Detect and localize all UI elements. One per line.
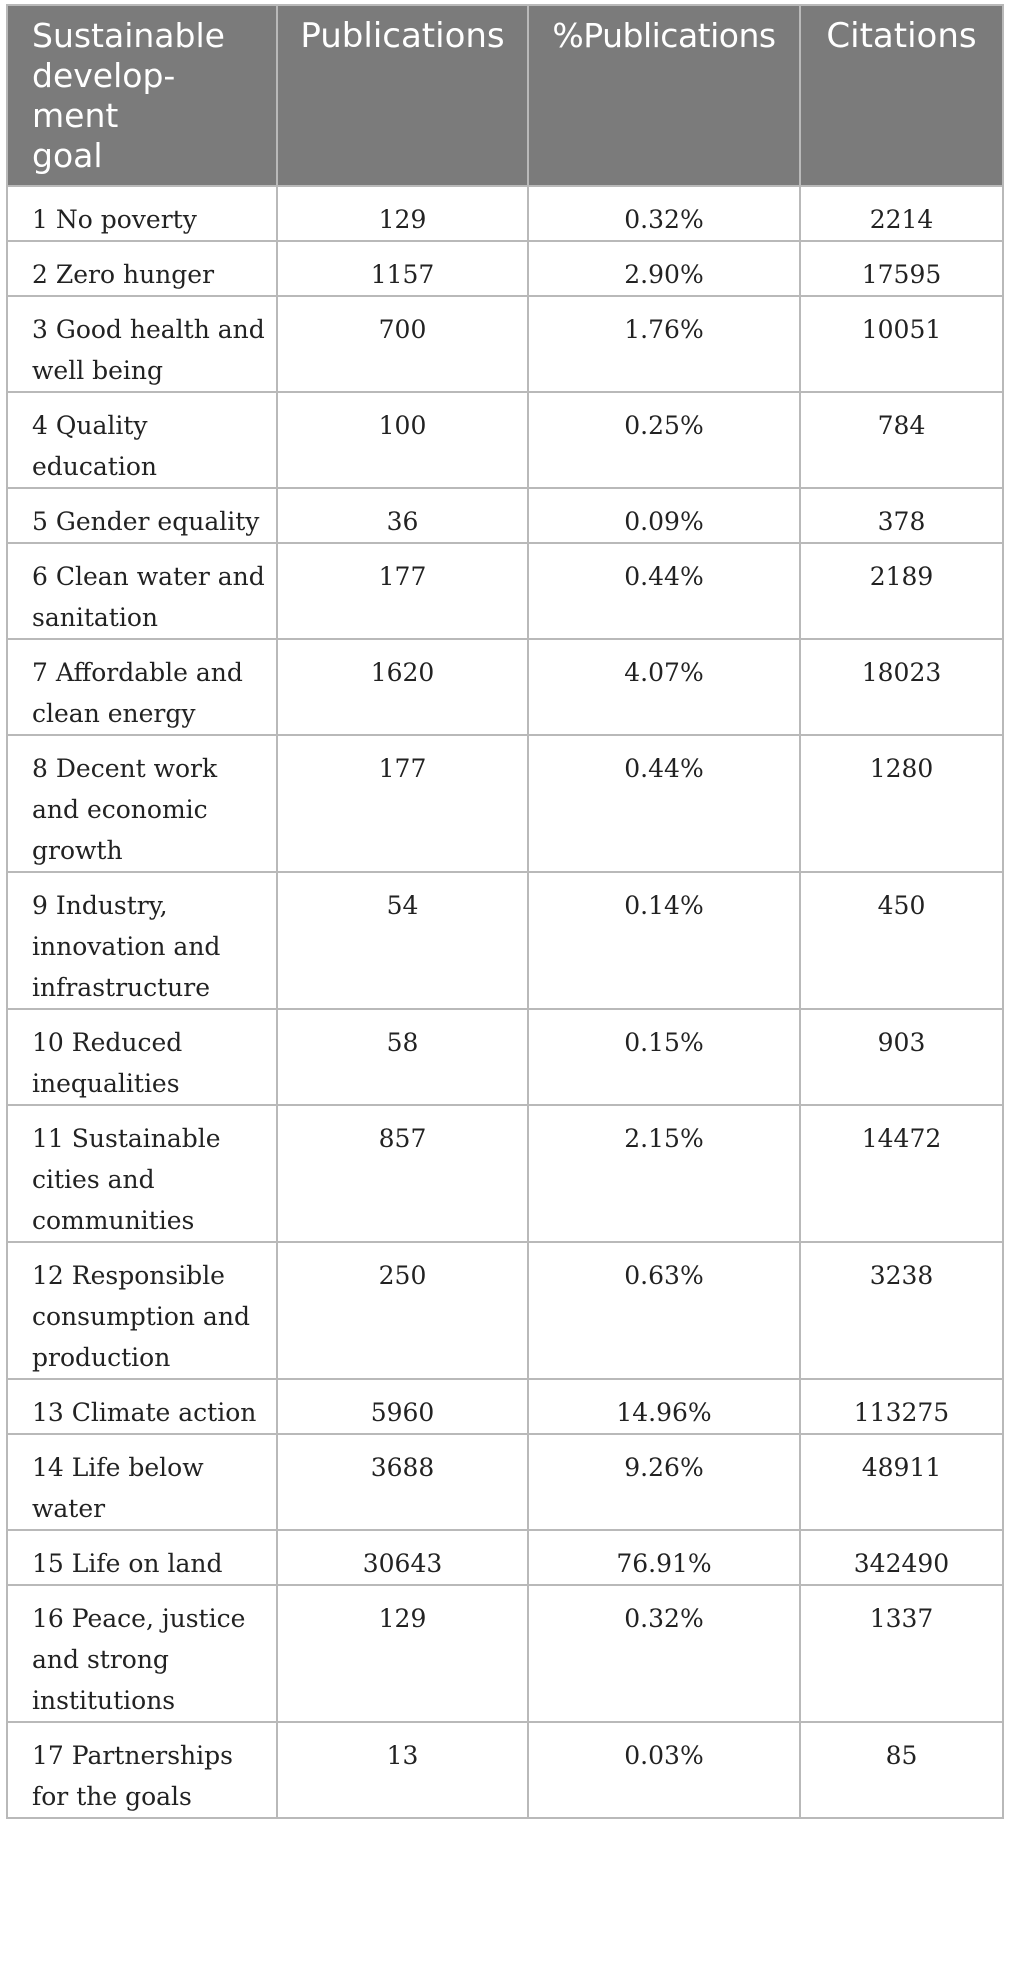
goal-line: and strong: [32, 1645, 169, 1674]
goal-line: infrastructure: [32, 973, 211, 1002]
cell-publications: 177: [277, 543, 528, 639]
goal-line: communities: [32, 1206, 195, 1235]
cell-citations: 1337: [800, 1585, 1003, 1722]
cell-pct-publications: 0.63%: [528, 1242, 800, 1379]
goal-line: well being: [32, 356, 164, 385]
cell-citations: 2214: [800, 186, 1003, 241]
goal-line: 4 Quality: [32, 411, 148, 440]
table-body: [7, 186, 1003, 1818]
table-row: [7, 241, 1003, 296]
cell-citations: 18023: [800, 639, 1003, 735]
cell-publications: 54: [277, 872, 528, 1009]
cell-citations: 10051: [800, 296, 1003, 392]
goal-line: 3 Good health and: [32, 315, 265, 344]
table-row: [7, 639, 1003, 735]
cell-pct-publications: 0.14%: [528, 872, 800, 1009]
goal-line: 11 Sustainable: [32, 1124, 221, 1153]
goal-line: 9 Industry,: [32, 891, 168, 920]
table-row: [7, 296, 1003, 392]
goal-line: 17 Partnerships: [32, 1741, 233, 1770]
goal-line: consumption and: [32, 1302, 250, 1331]
goal-line: for the goals: [32, 1782, 192, 1811]
cell-pct-publications: 0.32%: [528, 1585, 800, 1722]
goal-line: cities and: [32, 1165, 155, 1194]
cell-goal: [7, 1722, 277, 1818]
goal-line: water: [32, 1494, 106, 1523]
cell-goal: [7, 241, 277, 296]
goal-line: institutions: [32, 1686, 176, 1715]
cell-goal: [7, 735, 277, 872]
goal-line: 1 No poverty: [32, 205, 197, 234]
table-row: [7, 1530, 1003, 1585]
cell-goal: [7, 639, 277, 735]
cell-goal: [7, 296, 277, 392]
table-row: [7, 1585, 1003, 1722]
cell-publications: 58: [277, 1009, 528, 1105]
goal-line: 5 Gender equality: [32, 507, 260, 536]
cell-publications: 250: [277, 1242, 528, 1379]
cell-citations: 784: [800, 392, 1003, 488]
goal-line: innovation and: [32, 932, 221, 961]
table-row: [7, 1105, 1003, 1242]
cell-publications: 100: [277, 392, 528, 488]
header-goal-line: ment: [32, 96, 119, 135]
cell-goal: [7, 1530, 277, 1585]
cell-goal: [7, 1379, 277, 1434]
cell-pct-publications: 1.76%: [528, 296, 800, 392]
cell-citations: 342490: [800, 1530, 1003, 1585]
header-publications: Publications: [277, 5, 528, 186]
table-row: [7, 1009, 1003, 1105]
cell-publications: 1157: [277, 241, 528, 296]
header-goal-line: develop-: [32, 56, 176, 95]
table-row: [7, 1434, 1003, 1530]
header-pct-publications: %Publications: [528, 5, 800, 186]
goal-line: education: [32, 452, 157, 481]
cell-citations: 48911: [800, 1434, 1003, 1530]
table-row: [7, 1242, 1003, 1379]
table-row: [7, 392, 1003, 488]
goal-line: 7 Affordable and: [32, 658, 243, 687]
sdg-publications-table: [6, 4, 1004, 1819]
cell-pct-publications: 0.25%: [528, 392, 800, 488]
cell-citations: 903: [800, 1009, 1003, 1105]
cell-goal: [7, 186, 277, 241]
cell-publications: 30643: [277, 1530, 528, 1585]
goal-line: 13 Climate action: [32, 1398, 257, 1427]
cell-goal: [7, 488, 277, 543]
cell-publications: 857: [277, 1105, 528, 1242]
cell-citations: 14472: [800, 1105, 1003, 1242]
goal-line: inequalities: [32, 1069, 180, 1098]
goal-line: 15 Life on land: [32, 1549, 223, 1578]
cell-goal: [7, 392, 277, 488]
cell-citations: 1280: [800, 735, 1003, 872]
table-row: [7, 186, 1003, 241]
cell-pct-publications: 0.03%: [528, 1722, 800, 1818]
header-row: [7, 5, 1003, 186]
cell-citations: 85: [800, 1722, 1003, 1818]
cell-publications: 129: [277, 186, 528, 241]
header-goal-line: goal: [32, 136, 103, 175]
table-row: [7, 1722, 1003, 1818]
table-header: [7, 5, 1003, 186]
cell-goal: [7, 872, 277, 1009]
cell-goal: [7, 543, 277, 639]
cell-citations: 17595: [800, 241, 1003, 296]
cell-pct-publications: 0.15%: [528, 1009, 800, 1105]
table-row: [7, 735, 1003, 872]
cell-publications: 5960: [277, 1379, 528, 1434]
goal-line: 12 Responsible: [32, 1261, 225, 1290]
cell-pct-publications: 0.09%: [528, 488, 800, 543]
cell-pct-publications: 0.44%: [528, 543, 800, 639]
cell-pct-publications: 2.90%: [528, 241, 800, 296]
cell-publications: 1620: [277, 639, 528, 735]
cell-publications: 129: [277, 1585, 528, 1722]
cell-pct-publications: 76.91%: [528, 1530, 800, 1585]
cell-publications: 3688: [277, 1434, 528, 1530]
goal-line: 8 Decent work: [32, 754, 218, 783]
cell-citations: 113275: [800, 1379, 1003, 1434]
goal-line: 2 Zero hunger: [32, 260, 215, 289]
header-citations: Citations: [800, 5, 1003, 186]
table-row: [7, 488, 1003, 543]
cell-goal: [7, 1242, 277, 1379]
goal-line: 10 Reduced: [32, 1028, 183, 1057]
goal-line: 6 Clean water and: [32, 562, 265, 591]
table-row: [7, 1379, 1003, 1434]
cell-publications: 177: [277, 735, 528, 872]
cell-citations: 3238: [800, 1242, 1003, 1379]
goal-line: 16 Peace, justice: [32, 1604, 246, 1633]
cell-publications: 36: [277, 488, 528, 543]
cell-publications: 13: [277, 1722, 528, 1818]
cell-pct-publications: 0.32%: [528, 186, 800, 241]
header-goal-line: Sustainable: [32, 16, 225, 55]
goal-line: and economic: [32, 795, 208, 824]
goal-line: sanitation: [32, 603, 158, 632]
goal-line: growth: [32, 836, 123, 865]
cell-goal: [7, 1585, 277, 1722]
cell-pct-publications: 14.96%: [528, 1379, 800, 1434]
cell-goal: [7, 1105, 277, 1242]
cell-pct-publications: 2.15%: [528, 1105, 800, 1242]
table-row: [7, 543, 1003, 639]
cell-goal: [7, 1434, 277, 1530]
goal-line: 14 Life below: [32, 1453, 204, 1482]
goal-line: clean energy: [32, 699, 196, 728]
header-sustainable-development-goal: [7, 5, 277, 186]
cell-goal: [7, 1009, 277, 1105]
cell-citations: 2189: [800, 543, 1003, 639]
cell-citations: 450: [800, 872, 1003, 1009]
goal-line: production: [32, 1343, 171, 1372]
cell-citations: 378: [800, 488, 1003, 543]
cell-publications: 700: [277, 296, 528, 392]
cell-pct-publications: 0.44%: [528, 735, 800, 872]
cell-pct-publications: 9.26%: [528, 1434, 800, 1530]
table-row: [7, 872, 1003, 1009]
cell-pct-publications: 4.07%: [528, 639, 800, 735]
